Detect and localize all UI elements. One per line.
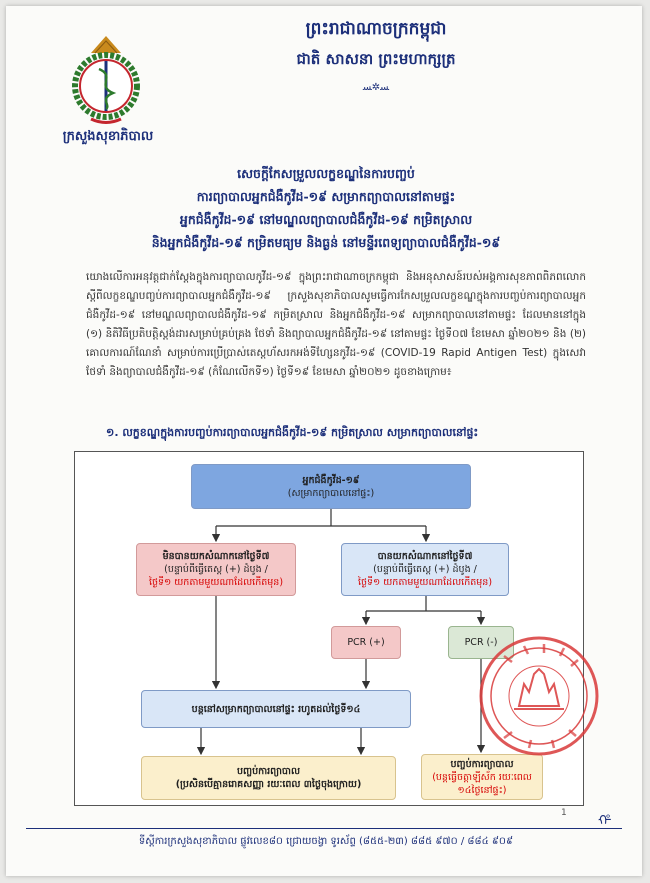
flow-box-end-right-line3: ១៤ថ្ងៃនៅផ្ទះ) xyxy=(457,784,507,796)
ministry-name: ក្រសួងសុខាភិបាល xyxy=(62,129,154,144)
official-seal-stamp xyxy=(474,634,604,759)
flow-box-continue-home-label: បន្តនៅសម្រាកព្យាបាលនៅផ្ទះ រហូតដល់ថ្ងៃទី១៤ xyxy=(191,703,361,715)
flow-box-end-treatment-left xyxy=(141,756,396,800)
document-title-line3: អ្នកជំងឺកូវីដ-១៩ នៅមណ្ឌលព្យាបាលជំងឺកូវីដ-១៩ កម្រិតស្រាល xyxy=(179,212,473,227)
initials-signature: ᡥ xyxy=(598,813,612,829)
flow-box-no-sample-line2: (បន្ទាប់ពីធ្វើតេស្ត (+) ដំបូង / xyxy=(164,564,268,575)
footer-address: ទីស្តីការក្រសួងសុខាភិបាល ផ្លូវលេខ៨០ ជ្រោយចង្វា ទូរស័ព្ទ (៨៥៥-២៣) ៨៨៥ ៩៧០ / ៨៨៤ ៩០៩ xyxy=(138,836,514,847)
flow-box-patient-title: អ្នកជំងឺកូវីដ-១៩ xyxy=(302,474,360,486)
intro-paragraph: យោងលើការអនុវត្តជាក់ស្តែងក្នុងការព្យាបាលកូវីដ-១៩ ក្នុងព្រះរាជាណាចក្រកម្ពុជា និងអនុសាសន៍របស់អង្គការសុខភាពពិភពលោកស្តីពីលក្ខខណ្ឌបញ្ចប់ការព្យាបាលអ្នកជំងឺកូវីដ-១៩ ក្រសួងសុខាភិបាលសូមធ្វើការកែសម្រួលលក្ខខណ្ឌក្នុងការបញ្ចប់ការព្យាបាលអ្នកជំងឺកូវីដ-១៩ នៅមណ្ឌលព្យាបាលជំងឺកូវីដ-១៩ កម្រិតស្រាល និងអ្នកជំងឺកូវីដ-១៩ សម្រាកព្យាបាលនៅតាមផ្ទះ ដែលមាននៅក្នុង (១) និតិវិធីប្រតិបត្តិស្តង់ដារសម្រាប់គ្រប់គ្រង ថែទាំ និងព្យាបាលអ្នកជំងឺកូវីដ-១៩ នៅតាមផ្ទះ ថ្ងៃទី០៧ ខែមេសា ឆ្នាំ២០២១ និង (២) គោលការណ៍ណែនាំ សម្រាប់ការប្រើប្រាស់តេស្តហ័សរកអង់ទីហ្សែនកូវីដ-១៩ (COVID-19 Rapid Antigen Test) ក្នុងសេវាថែទាំ និងព្យាបាលជំងឺកូវីដ-១៩ (កំណែលើកទី១) ថ្ងៃទី១៩ ខែមេសា ឆ្នាំ២០២១ ដូចខាងក្រោម៖ xyxy=(86,271,586,378)
kingdom-title: ព្រះរាជាណាចក្រកម្ពុជា xyxy=(305,19,447,39)
flow-box-sample-taken-title: បានយកសំណាកនៅថ្ងៃទី៧ xyxy=(377,551,473,562)
header-ornament: ﺴ✲ﺴ xyxy=(362,82,390,93)
pcr-positive-label: PCR (+) xyxy=(347,637,385,648)
flow-box-sample-taken-line3: ថ្ងៃទី១ យកតាមមួយណាដែលកើតមុន) xyxy=(357,577,493,588)
document-title-line1: សេចក្តីកែសម្រួលលក្ខខណ្ឌនៃការបញ្ចប់ xyxy=(237,166,415,181)
document-page xyxy=(6,6,642,876)
flow-box-end-right-title: បញ្ចប់ការព្យាបាល xyxy=(450,758,514,770)
flow-box-no-sample-line3: ថ្ងៃទី១ យកតាមមួយណាដែលកើតមុន) xyxy=(148,577,284,588)
footer-divider xyxy=(26,828,622,829)
flow-box-patient-subtitle: (សម្រាកព្យាបាលនៅផ្ទះ) xyxy=(287,487,375,499)
section-1-heading: ១. លក្ខខណ្ឌក្នុងការបញ្ចប់ការព្យាបាលអ្នកជំងឺកូវីដ-១៩ កម្រិតស្រាល សម្រាកព្យាបាលនៅផ្ទះ xyxy=(106,426,479,439)
flow-box-sample-taken-line2: (បន្ទាប់ពីធ្វើតេស្ត (+) ដំបូង / xyxy=(373,564,477,575)
document-title-line4: និងអ្នកជំងឺកូវីដ-១៩ កម្រិតមធ្យម និងធ្ងន់ នៅមន្ទីរពេទ្យព្យាបាលជំងឺកូវីដ-១៩ xyxy=(151,235,501,250)
flow-box-sample-taken xyxy=(341,543,509,596)
document-title-line2: ការព្យាបាលអ្នកជំងឺកូវីដ-១៩ សម្រាកព្យាបាលនៅតាមផ្ទះ xyxy=(196,189,456,204)
flow-box-no-sample xyxy=(136,543,296,596)
flow-box-end-treatment-right xyxy=(421,754,543,800)
flow-box-end-left-title: បញ្ចប់ការព្យាបាល xyxy=(237,766,300,777)
flow-box-patient xyxy=(191,464,471,509)
flow-box-pcr-positive xyxy=(331,626,401,659)
page-number: 1 xyxy=(561,808,567,818)
pcr-negative-label: PCR (-) xyxy=(464,637,498,648)
national-motto: ជាតិ សាសនា ព្រះមហាក្សត្រ xyxy=(296,50,456,68)
flow-box-end-left-detail: (ប្រសិនបើគ្មានរោគសញ្ញា រយៈពេល ៣ថ្ងៃចុងក្រោយ) xyxy=(175,779,362,790)
flow-box-continue-home xyxy=(141,690,411,728)
flow-box-no-sample-title: មិនបានយកសំណាកនៅថ្ងៃទី៧ xyxy=(162,551,270,562)
flow-box-end-right-line2: (បន្តធ្វើចត្តាឡីស័ក រយៈពេល xyxy=(432,771,532,783)
